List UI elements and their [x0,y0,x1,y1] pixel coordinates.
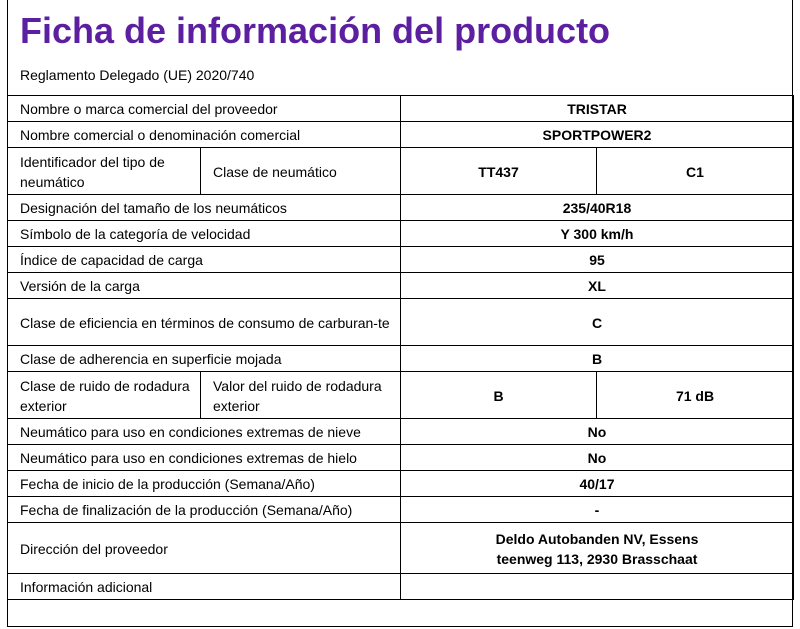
row-value: Y 300 km/h [401,221,794,247]
row-label: Dirección del proveedor [8,523,401,574]
row-label: Fecha de finalización de la producción (Semana/Año) [8,497,401,523]
table-row [8,523,794,574]
regulation-reference: Reglamento Delegado (UE) 2020/740 [20,67,255,83]
row-label: Clase de eficiencia en términos de consumo de carburan-te [8,299,401,346]
table-row [8,195,794,221]
row-value: B [401,372,597,419]
table-row [8,372,794,419]
row-value [401,574,794,600]
row-value [401,523,794,574]
row-label: Símbolo de la categoría de velocidad [8,221,401,247]
row-sublabel: Valor del ruido de rodadura exterior [201,372,401,419]
table-row [8,346,794,372]
row-label: Información adicional [8,574,401,600]
row-value: SPORTPOWER2 [401,122,794,148]
row-value: B [401,346,794,372]
table-row [8,471,794,497]
table-row [8,419,794,445]
table-row [8,122,794,148]
table-row [8,273,794,299]
row-value: 235/40R18 [401,195,794,221]
row-label: Fecha de inicio de la producción (Semana/Año) [8,471,401,497]
table-row [8,574,794,600]
row-label: Designación del tamaño de los neumáticos [8,195,401,221]
table-row [8,96,794,122]
table-row [8,221,794,247]
page-title: Ficha de información del producto [20,10,611,51]
address-line-2: teenweg 113, 2930 Brasschaat [496,550,698,567]
row-value: 95 [401,247,794,273]
table-row [8,299,794,346]
row-label: Identificador del tipo de neumático [8,148,201,195]
row-label: Clase de adherencia en superficie mojada [8,346,401,372]
row-label: Nombre comercial o denominación comercial [8,122,401,148]
row-label: Clase de ruido de rodadura exterior [8,372,201,419]
row-value: XL [401,273,794,299]
row-label: Nombre o marca comercial del proveedor [8,96,401,122]
row-value: TT437 [401,148,597,195]
row-label: Versión de la carga [8,273,401,299]
row-value-2: 71 dB [597,372,794,419]
product-info-table [7,95,794,600]
table-row [8,445,794,471]
table-row [8,247,794,273]
table-row [8,497,794,523]
row-value: No [401,445,794,471]
row-label: Índice de capacidad de carga [8,247,401,273]
address-line-1: Deldo Autobanden NV, Essens [495,530,699,547]
row-value: TRISTAR [401,96,794,122]
row-value: C [401,299,794,346]
row-value: - [401,497,794,523]
row-value: No [401,419,794,445]
row-sublabel: Clase de neumático [201,148,401,195]
table-row [8,148,794,195]
row-label: Neumático para uso en condiciones extremas de nieve [8,419,401,445]
row-value-2: C1 [597,148,794,195]
row-label: Neumático para uso en condiciones extremas de hielo [8,445,401,471]
row-value: 40/17 [401,471,794,497]
